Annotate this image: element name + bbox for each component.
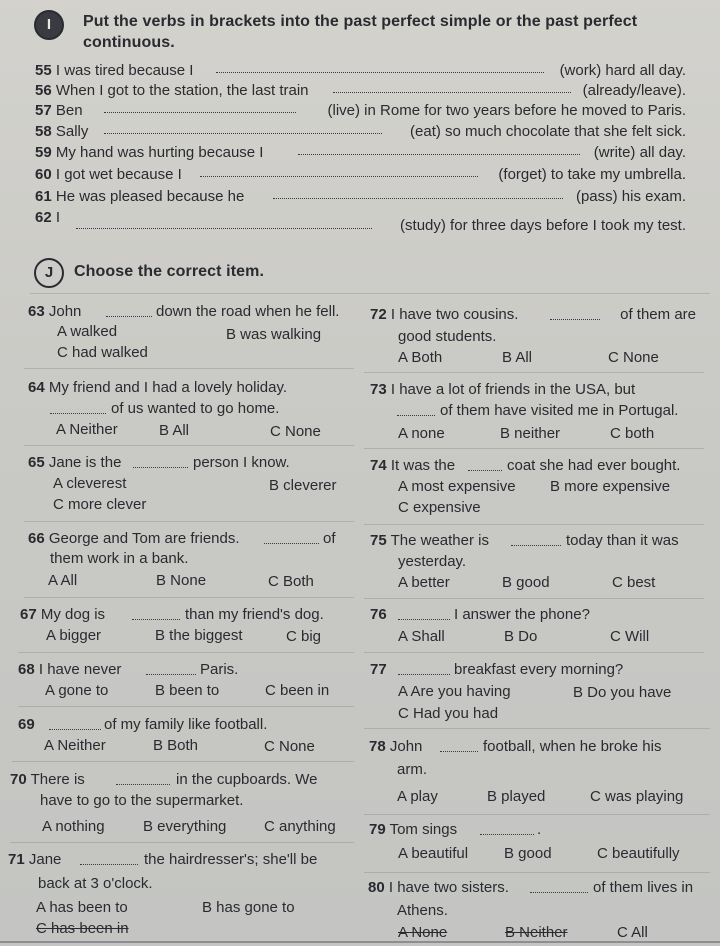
option-b[interactable]: B the biggest xyxy=(155,627,243,644)
question-number: 74 xyxy=(370,457,387,474)
question-text: It was the xyxy=(390,457,456,474)
question-number: 63 xyxy=(28,303,45,320)
answer-blank[interactable] xyxy=(550,319,600,320)
option-c[interactable]: C None xyxy=(264,738,315,755)
question-number: 80 xyxy=(368,879,385,896)
item-start: Sally xyxy=(55,123,89,140)
divider xyxy=(364,448,704,449)
question-number: 64 xyxy=(28,379,45,396)
question-text: Athens. xyxy=(397,902,448,919)
question-text: of them lives in xyxy=(593,879,694,896)
item-start: He was pleased because he xyxy=(55,188,245,205)
answer-blank[interactable] xyxy=(480,834,534,835)
answer-blank[interactable] xyxy=(80,864,138,865)
option-a[interactable]: A beautiful xyxy=(398,845,469,862)
option-a[interactable]: A Neither xyxy=(56,421,118,438)
divider xyxy=(10,842,354,843)
option-c[interactable]: C All xyxy=(617,924,648,941)
question-text: of xyxy=(323,530,336,547)
answer-blank[interactable] xyxy=(511,545,561,546)
question-number: 68 xyxy=(18,661,35,678)
divider xyxy=(24,597,354,598)
option-b[interactable]: B was walking xyxy=(226,326,322,343)
question-text: of them are xyxy=(620,306,696,323)
option-c[interactable]: C been in xyxy=(265,682,330,699)
option-b[interactable]: B Do you have xyxy=(573,684,672,701)
answer-blank[interactable] xyxy=(133,467,188,468)
question-text: of us wanted to go home. xyxy=(111,400,280,417)
item-start: I xyxy=(55,209,61,226)
question-number: 76 xyxy=(370,606,387,623)
question-text: good students. xyxy=(398,328,497,345)
option-b[interactable]: B good xyxy=(504,845,552,862)
answer-blank[interactable] xyxy=(106,316,152,317)
option-c[interactable]: C None xyxy=(608,349,659,366)
answer-blank[interactable] xyxy=(273,198,563,199)
question-number: 71 xyxy=(8,851,25,868)
question-text: today than it was xyxy=(566,532,679,549)
section-j-badge: J xyxy=(34,258,64,288)
item-end: (study) for three days before I took my test. xyxy=(400,217,686,234)
divider xyxy=(364,814,710,815)
option-a[interactable]: A Neither xyxy=(44,737,106,754)
option-a[interactable]: A None xyxy=(398,924,448,941)
divider xyxy=(364,598,704,599)
divider xyxy=(30,293,710,294)
option-b[interactable]: B All xyxy=(502,349,533,366)
option-b[interactable]: B played xyxy=(487,788,546,805)
question-text: Jane is the xyxy=(48,454,122,471)
question-text: I have two sisters. xyxy=(388,879,509,896)
option-c[interactable]: C beautifully xyxy=(597,845,680,862)
item-start: When I got to the station, the last train xyxy=(55,82,309,99)
item-end: (eat) so much chocolate that she felt sick. xyxy=(410,123,686,140)
item-number: 57 xyxy=(35,102,52,119)
question-number: 75 xyxy=(370,532,387,549)
question-text: I answer the phone? xyxy=(454,606,590,623)
option-b[interactable]: B more expensive xyxy=(550,478,671,495)
option-b[interactable]: B Do xyxy=(504,628,538,645)
question-text: My dog is xyxy=(40,606,106,623)
divider xyxy=(364,372,704,373)
item-end: (already/leave). xyxy=(582,82,686,99)
question-number: 79 xyxy=(369,821,386,838)
question-number: 70 xyxy=(10,771,27,788)
question-text: George and Tom are friends. xyxy=(48,530,240,547)
option-a[interactable]: A cleverest xyxy=(53,475,127,492)
section-i-title-line1: Put the verbs in brackets into the past perfect simple or the past perfect xyxy=(83,13,638,30)
question-text: yesterday. xyxy=(398,553,467,570)
option-b[interactable]: B All xyxy=(159,422,190,439)
question-text: have to go to the supermarket. xyxy=(40,792,244,809)
item-end: (work) hard all day. xyxy=(559,62,686,79)
question-text: Tom sings xyxy=(389,821,458,838)
question-text: The weather is xyxy=(390,532,489,549)
option-a[interactable]: A walked xyxy=(57,323,118,340)
option-b[interactable]: B neither xyxy=(500,425,561,442)
divider xyxy=(364,728,710,729)
item-number: 61 xyxy=(35,188,52,205)
question-number: 72 xyxy=(370,306,387,323)
question-text: down the road when he fell. xyxy=(156,303,340,320)
question-text: . xyxy=(537,821,542,838)
option-a[interactable]: A has been to xyxy=(36,899,128,916)
divider xyxy=(364,872,710,873)
option-b[interactable]: B has gone to xyxy=(202,899,295,916)
answer-blank[interactable] xyxy=(264,543,319,544)
divider xyxy=(24,521,354,522)
section-i-title-line2: continuous. xyxy=(83,34,175,51)
option-a[interactable]: A gone to xyxy=(45,682,109,699)
section-i-badge: I xyxy=(34,10,64,40)
question-number: 77 xyxy=(370,661,387,678)
option-c[interactable]: C expensive xyxy=(398,499,481,516)
option-c[interactable]: C anything xyxy=(264,818,336,835)
divider xyxy=(24,368,354,369)
question-number: 66 xyxy=(28,530,45,547)
item-end: (forget) to take my umbrella. xyxy=(498,166,686,183)
answer-blank[interactable] xyxy=(146,674,196,675)
option-c[interactable]: C Both xyxy=(268,573,314,590)
option-a[interactable]: A Are you having xyxy=(398,683,511,700)
question-text: person I know. xyxy=(193,454,290,471)
option-a[interactable]: A bigger xyxy=(46,627,102,644)
item-number: 58 xyxy=(35,123,52,140)
item-number: 56 xyxy=(35,82,52,99)
divider xyxy=(24,445,354,446)
option-c[interactable]: C None xyxy=(270,423,321,440)
answer-blank[interactable] xyxy=(132,619,180,620)
answer-blank[interactable] xyxy=(333,92,571,93)
question-number: 73 xyxy=(370,381,387,398)
answer-blank[interactable] xyxy=(50,413,106,414)
question-text: in the cupboards. We xyxy=(176,771,318,788)
item-number: 60 xyxy=(35,166,52,183)
item-start: I got wet because I xyxy=(55,166,182,183)
option-b[interactable]: B been to xyxy=(155,682,220,699)
option-c[interactable]: C more clever xyxy=(53,496,147,513)
item-end: (live) in Rome for two years before he moved to Paris. xyxy=(327,102,686,119)
answer-blank[interactable] xyxy=(49,729,101,730)
item-start: I was tired because I xyxy=(55,62,194,79)
option-a[interactable]: A none xyxy=(398,425,445,442)
question-text: the hairdresser's; she'll be xyxy=(144,851,318,868)
item-end: (pass) his exam. xyxy=(575,188,686,205)
question-text: There is xyxy=(30,771,85,788)
option-c[interactable]: C had walked xyxy=(57,344,148,361)
question-text: arm. xyxy=(397,761,427,778)
item-number: 55 xyxy=(35,62,52,79)
answer-blank[interactable] xyxy=(104,112,296,113)
answer-blank[interactable] xyxy=(397,415,435,416)
answer-blank[interactable] xyxy=(298,154,580,155)
option-c[interactable]: C was playing xyxy=(590,788,684,805)
question-text: of them have visited me in Portugal. xyxy=(440,402,679,419)
answer-blank[interactable] xyxy=(440,751,478,752)
option-b[interactable]: B good xyxy=(502,574,550,591)
option-c[interactable]: C has been in xyxy=(36,920,129,937)
question-text: I have a lot of friends in the USA, but xyxy=(390,381,636,398)
question-text: Paris. xyxy=(200,661,239,678)
answer-blank[interactable] xyxy=(216,72,544,73)
option-c[interactable]: C best xyxy=(612,574,656,591)
option-a[interactable]: A play xyxy=(397,788,438,805)
option-b[interactable]: B Neither xyxy=(505,924,568,941)
option-a[interactable]: A Shall xyxy=(398,628,445,645)
question-text: I have never xyxy=(38,661,122,678)
question-text: than my friend's dog. xyxy=(185,606,324,623)
question-text: I have two cousins. xyxy=(390,306,519,323)
option-a[interactable]: A most expensive xyxy=(398,478,516,495)
divider xyxy=(18,706,354,707)
answer-blank[interactable] xyxy=(104,133,382,134)
question-number: 65 xyxy=(28,454,45,471)
option-b[interactable]: B everything xyxy=(143,818,227,835)
section-j-title: Choose the correct item. xyxy=(74,263,265,280)
question-text: coat she had ever bought. xyxy=(507,457,681,474)
answer-blank[interactable] xyxy=(530,892,588,893)
question-text: John xyxy=(48,303,82,320)
bottom-edge-line xyxy=(0,941,720,943)
answer-blank[interactable] xyxy=(468,470,502,471)
answer-blank[interactable] xyxy=(398,619,450,620)
option-a[interactable]: A All xyxy=(48,572,78,589)
question-text: My friend and I had a lovely holiday. xyxy=(48,379,288,396)
option-c[interactable]: C Will xyxy=(610,628,650,645)
answer-blank[interactable] xyxy=(398,674,450,675)
option-a[interactable]: A Both xyxy=(398,349,443,366)
item-start: Ben xyxy=(55,102,83,119)
question-number: 69 xyxy=(18,716,35,733)
answer-blank[interactable] xyxy=(200,176,478,177)
question-text: them work in a bank. xyxy=(50,550,189,567)
option-b[interactable]: B None xyxy=(156,572,207,589)
question-text: football, when he broke his xyxy=(483,738,662,755)
divider xyxy=(364,524,704,525)
question-text: of my family like football. xyxy=(104,716,268,733)
option-b[interactable]: B Both xyxy=(153,737,199,754)
item-number: 59 xyxy=(35,144,52,161)
option-a[interactable]: A nothing xyxy=(42,818,105,835)
question-text: John xyxy=(389,738,423,755)
option-b[interactable]: B cleverer xyxy=(269,477,337,494)
question-text: breakfast every morning? xyxy=(454,661,624,678)
item-end: (write) all day. xyxy=(593,144,686,161)
question-number: 78 xyxy=(369,738,386,755)
divider xyxy=(18,652,354,653)
answer-blank[interactable] xyxy=(116,784,170,785)
question-text: Jane xyxy=(28,851,62,868)
item-start: My hand was hurting because I xyxy=(55,144,264,161)
item-number: 62 xyxy=(35,209,52,226)
option-c[interactable]: C both xyxy=(610,425,655,442)
answer-blank[interactable] xyxy=(76,228,372,229)
option-c[interactable]: C big xyxy=(286,628,322,645)
question-text: back at 3 o'clock. xyxy=(38,875,153,892)
divider xyxy=(12,761,354,762)
option-c[interactable]: C Had you had xyxy=(398,705,499,722)
question-number: 67 xyxy=(20,606,37,623)
divider xyxy=(364,652,704,653)
option-a[interactable]: A better xyxy=(398,574,450,591)
